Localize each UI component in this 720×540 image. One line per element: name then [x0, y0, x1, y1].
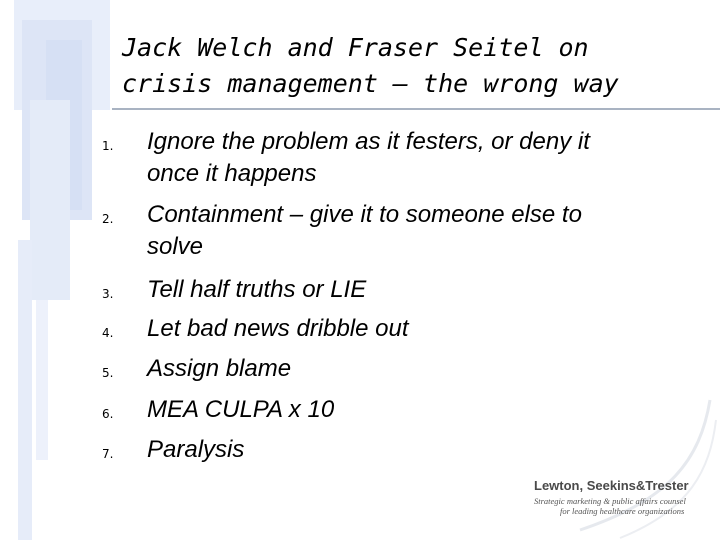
decorative-block — [36, 300, 48, 460]
list-item-number: 2. — [102, 212, 114, 226]
list-item-text — [147, 126, 687, 190]
title-divider — [112, 108, 720, 110]
list-item-text: MEA CULPA x 10 — [147, 396, 335, 423]
slide-title-line-2: crisis management – the wrong way — [122, 69, 619, 98]
list-item-text-line: Ignore the problem as it festers, or deny it — [147, 128, 590, 155]
list-item-number: 1. — [102, 139, 114, 153]
decorative-block — [18, 240, 32, 540]
list-item-text — [147, 199, 687, 263]
list-item-number: 3. — [102, 287, 114, 301]
logo-tagline: Strategic marketing & public affairs counsel — [534, 496, 686, 506]
company-logo — [520, 476, 710, 520]
slide-title — [122, 30, 682, 102]
list-item-number: 6. — [102, 407, 114, 421]
list-item-text: Tell half truths or LIE — [147, 276, 367, 303]
logo-company-name: Lewton, Seekins&Trester — [534, 478, 689, 493]
list-item-text-line: once it happens — [147, 160, 317, 187]
slide-title-line-1: Jack Welch and Fraser Seitel on — [122, 33, 589, 62]
list-item-number: 7. — [102, 447, 114, 461]
decorative-block — [30, 100, 70, 300]
list-item-text-line: solve — [147, 233, 204, 260]
list-item-text: Paralysis — [147, 436, 245, 463]
list-item-number: 5. — [102, 366, 114, 380]
logo-tagline: for leading healthcare organizations — [560, 506, 685, 516]
list-item-text: Assign blame — [147, 355, 292, 382]
list-item-text-line: Containment – give it to someone else to — [147, 201, 582, 228]
list-item-number: 4. — [102, 326, 114, 340]
list-item-text: Let bad news dribble out — [147, 315, 409, 342]
